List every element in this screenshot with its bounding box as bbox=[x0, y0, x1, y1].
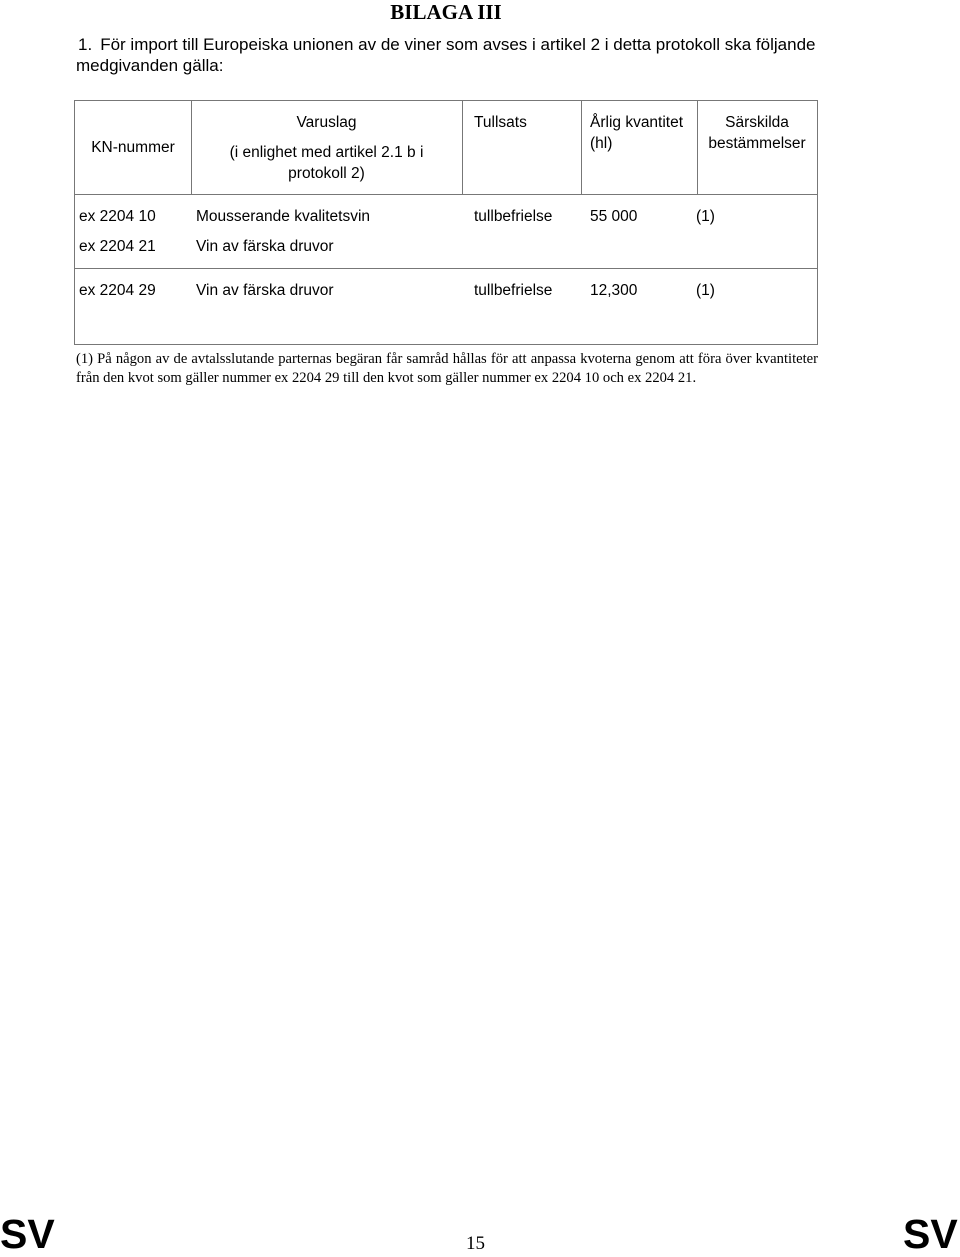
header-bottom-border bbox=[75, 194, 817, 195]
row-1-quantity: 55 000 bbox=[590, 208, 638, 225]
row-3-product: Vin av färska druvor bbox=[196, 282, 334, 299]
row-1-duty: tullbefrielse bbox=[474, 208, 553, 225]
row-2-kn: ex 2204 21 bbox=[79, 238, 156, 255]
header-kn-nummer: KN-nummer bbox=[91, 139, 175, 156]
header-sarskilda: Särskilda bbox=[725, 114, 789, 131]
header-kvantitet: Årlig kvantitet bbox=[590, 114, 684, 131]
row-3-note: (1) bbox=[696, 282, 715, 299]
footnote: (1) På någon av de avtalsslutande parternas begäran får samråd hållas för att anpassa kvoterna genom att föra över kvantiteter från den kvot som gäller nummer ex 2204 29 till den kvot som gäller nummer ex 2204 10 och ex 2204 21. bbox=[76, 351, 818, 386]
language-code-right: SV bbox=[903, 1211, 958, 1257]
col-divider-3 bbox=[581, 100, 582, 194]
language-code-left: SV bbox=[0, 1211, 55, 1257]
page-number: 15 bbox=[466, 1233, 485, 1254]
table-top-border bbox=[75, 100, 817, 101]
row-1-kn: ex 2204 10 bbox=[79, 208, 156, 225]
row-1-note: (1) bbox=[696, 208, 715, 225]
header-varuslag-line3: protokoll 2) bbox=[288, 165, 365, 182]
row-group-divider bbox=[75, 268, 817, 269]
row-3-kn: ex 2204 29 bbox=[79, 282, 156, 299]
col-divider-2 bbox=[462, 100, 463, 194]
quota-table bbox=[74, 100, 818, 345]
intro-paragraph bbox=[76, 34, 820, 76]
header-bestammelser: bestämmelser bbox=[708, 135, 806, 152]
row-1-product: Mousserande kvalitetsvin bbox=[196, 208, 371, 225]
row-3-duty: tullbefrielse bbox=[474, 282, 553, 299]
row-3-quantity: 12,300 bbox=[590, 282, 638, 299]
intro-number: 1. bbox=[78, 35, 93, 54]
header-tullsats: Tullsats bbox=[474, 114, 527, 131]
header-varuslag-line2: (i enlighet med artikel 2.1 b i bbox=[229, 144, 424, 161]
row-2-product: Vin av färska druvor bbox=[196, 238, 334, 255]
header-varuslag: Varuslag bbox=[296, 114, 357, 131]
intro-text: För import till Europeiska unionen av de viner som avses i artikel 2 i detta protokoll ska följande medgivanden gälla: bbox=[76, 35, 816, 75]
annex-title: BILAGA III bbox=[390, 0, 502, 24]
header-kvantitet-unit: (hl) bbox=[590, 135, 613, 152]
